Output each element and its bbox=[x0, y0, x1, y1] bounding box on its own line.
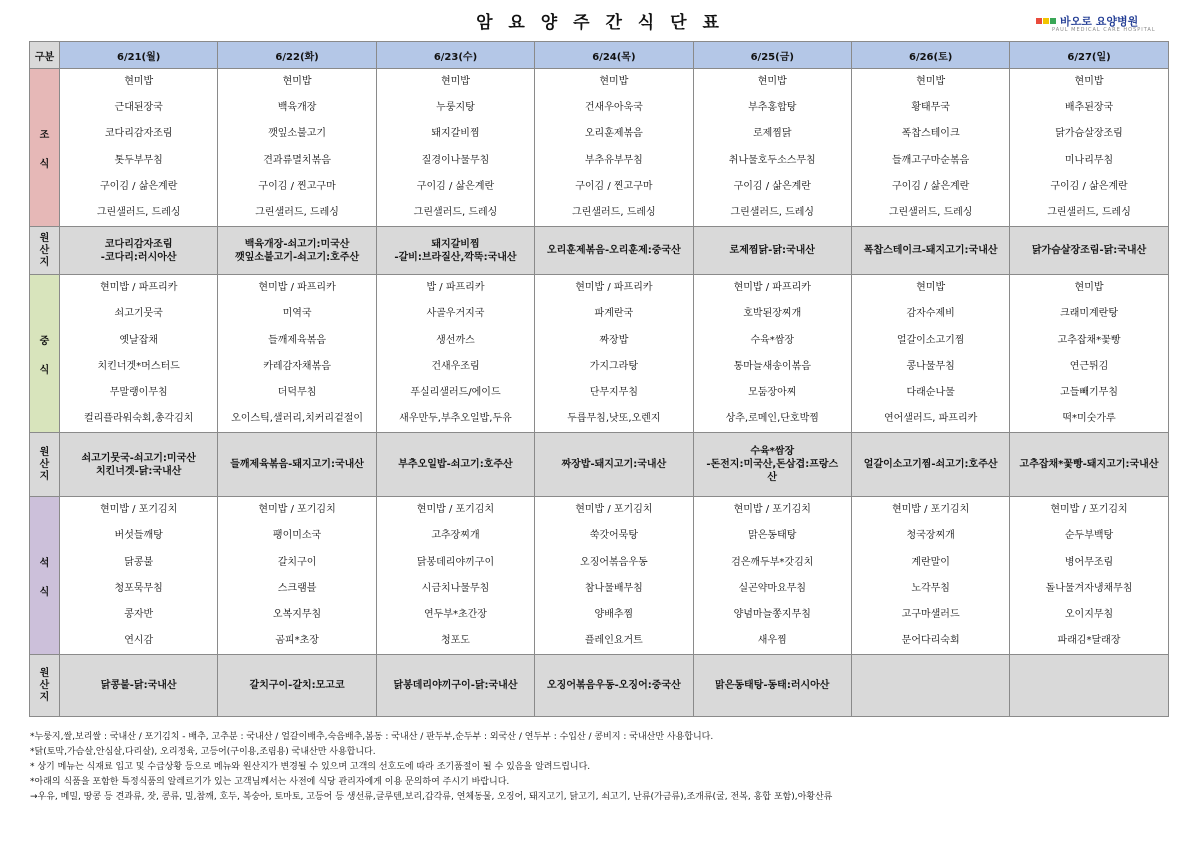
breakfast-day-cell bbox=[851, 69, 1009, 227]
origin-line: 백육개장-쇠고기:미국산 bbox=[244, 238, 350, 250]
dinner-day-cell bbox=[1010, 497, 1168, 655]
origin-cell bbox=[1010, 227, 1168, 275]
origin-cell bbox=[851, 227, 1009, 275]
origin-line: 닭가슴살장조림-닭:국내산 bbox=[1031, 245, 1147, 257]
menu-item: 무말랭이무침 bbox=[109, 386, 168, 398]
menu-item: 누룽지탕 bbox=[436, 102, 475, 114]
menu-item: 그린샐러드, 드레싱 bbox=[888, 206, 973, 218]
menu-item: 팽이미소국 bbox=[272, 530, 322, 542]
menu-item: 새우찜 bbox=[757, 635, 787, 647]
day-header: 6/24(목) bbox=[535, 42, 693, 69]
menu-item: 그린샐러드, 드레싱 bbox=[730, 206, 815, 218]
lunch-row bbox=[30, 275, 1169, 433]
logo-square-3 bbox=[1050, 18, 1056, 24]
origin-label: 원 산 지 bbox=[30, 655, 60, 717]
origin-line: 갈치구이-갈치:모고코 bbox=[249, 680, 345, 692]
menu-item: 치킨너겟*머스터드 bbox=[97, 360, 180, 372]
dinner-origin-row bbox=[30, 655, 1169, 717]
menu-item: 연근튀김 bbox=[1069, 360, 1109, 372]
menu-item: 현미밥 / 포기김치 bbox=[258, 504, 336, 516]
origin-cell bbox=[851, 655, 1009, 717]
menu-item: 문어다리숙회 bbox=[901, 635, 960, 647]
menu-item: 들깨고구마순볶음 bbox=[892, 154, 970, 166]
menu-item: 구이김 / 삶은계란 bbox=[1050, 180, 1128, 192]
breakfast-day-cell bbox=[218, 69, 376, 227]
origin-cell bbox=[60, 655, 218, 717]
breakfast-day-cell bbox=[60, 69, 218, 227]
origin-line: -돈전지:미국산,돈삼겹:프랑스 bbox=[706, 459, 839, 471]
menu-item: 현미밥 / 포기김치 bbox=[1050, 504, 1128, 516]
origin-line: 맑은동태탕-동태:러시아산 bbox=[715, 680, 830, 692]
menu-item: 노각무침 bbox=[911, 582, 950, 594]
header-row bbox=[30, 42, 1169, 69]
footnote-line: →우유, 메밀, 땅콩 등 견과류, 잣, 콩류, 밀,참깨, 호두, 복숭아, 토마토, 고등어 등 생선류,글루텐,보리,갑각류, 연체동물, 오징어, 돼지고기, 닭고기, 쇠고기, 난류(가금류),조개류(굴, 전복, 홍합 포함),아황산류 bbox=[30, 792, 833, 802]
menu-item: 콩나물무침 bbox=[906, 360, 955, 372]
origin-line: 짜장밥-돼지고기:국내산 bbox=[561, 459, 667, 471]
menu-item: 현미밥 / 포기김치 bbox=[416, 504, 495, 516]
origin-line: 닭봉데리야끼구이-닭:국내산 bbox=[393, 680, 518, 692]
menu-item: 오리훈제볶음 bbox=[584, 128, 643, 140]
lunch-day-cell bbox=[851, 275, 1009, 433]
menu-item: 크래미계란탕 bbox=[1060, 308, 1119, 320]
menu-item: 떡*미숫가루 bbox=[1062, 413, 1116, 425]
origin-line: 산 bbox=[767, 472, 778, 484]
dinner-day-cell bbox=[218, 497, 376, 655]
footnote-line: *닭(토막,가슴살,안심살,다리살), 오리정육, 고등어(구이용,조림용) 국내산만 사용합니다. bbox=[30, 747, 376, 757]
menu-item: 수육*쌈장 bbox=[750, 334, 795, 346]
origin-line: 돼지갈비찜 bbox=[431, 238, 480, 250]
menu-item: 짜장밥 bbox=[599, 334, 629, 346]
menu-item: 곰피*초장 bbox=[275, 635, 319, 647]
menu-item: 연어샐러드, 파프리카 bbox=[883, 413, 978, 425]
day-header: 6/26(토) bbox=[851, 42, 1009, 69]
menu-item: 현미밥 bbox=[124, 76, 154, 87]
menu-item: 그린샐러드, 드레싱 bbox=[255, 206, 339, 218]
origin-cell bbox=[60, 433, 218, 497]
menu-item: 코다리감자조림 bbox=[104, 128, 173, 140]
day-header: 6/27(일) bbox=[1010, 42, 1168, 69]
menu-item: 연두부*초간장 bbox=[423, 609, 487, 620]
menu-item: 고추장찌개 bbox=[431, 530, 480, 542]
menu-item: 현미밥 / 포기김치 bbox=[575, 504, 653, 516]
origin-line: 폭찹스테이크-돼지고기:국내산 bbox=[863, 245, 998, 257]
menu-item: 고구마샐러드 bbox=[901, 609, 960, 620]
menu-item: 통마늘새송이볶음 bbox=[733, 360, 811, 372]
menu-item: 그린샐러드, 드레싱 bbox=[572, 206, 656, 218]
menu-item: 실곤약마요무침 bbox=[738, 582, 807, 594]
menu-item: 상추,로메인,단호박찜 bbox=[725, 413, 819, 425]
lunch-day-cell bbox=[376, 275, 534, 433]
origin-cell bbox=[1010, 433, 1168, 497]
menu-item: 현미밥 bbox=[1074, 282, 1104, 294]
menu-item: 구이김 / 삶은계란 bbox=[100, 180, 178, 192]
origin-line: 오징어볶음우동-오징어:중국산 bbox=[547, 680, 681, 692]
origin-line: -코다리:러시아산 bbox=[100, 251, 177, 263]
menu-item: 돼지갈비찜 bbox=[431, 128, 480, 140]
menu-item: 구이김 / 삶은계란 bbox=[733, 180, 811, 192]
origin-line: 수육*쌈장 bbox=[750, 446, 795, 458]
origin-line: -갈비:브라질산,깍뚝:국내산 bbox=[394, 251, 517, 263]
origin-cell bbox=[693, 433, 851, 497]
menu-item: 더덕무침 bbox=[277, 386, 317, 398]
menu-item: 청포도 bbox=[440, 635, 470, 647]
menu-item: 감자수제비 bbox=[906, 308, 955, 320]
menu-item: 얼갈이소고기찜 bbox=[896, 334, 965, 346]
origin-cell bbox=[376, 433, 534, 497]
origin-line: 깻잎소불고기-쇠고기:호주산 bbox=[235, 251, 360, 263]
menu-item: 부추유부무침 bbox=[584, 154, 643, 166]
menu-item: 카레감자채볶음 bbox=[263, 360, 331, 372]
menu-item: 현미밥 bbox=[916, 282, 946, 294]
lunch-origin-row bbox=[30, 433, 1169, 497]
dinner-day-cell bbox=[851, 497, 1009, 655]
menu-item: 질경이나물무침 bbox=[421, 154, 490, 166]
menu-item: 파래김*달래장 bbox=[1057, 635, 1121, 647]
origin-cell bbox=[376, 655, 534, 717]
dinner-row bbox=[30, 497, 1169, 655]
origin-line: 치킨너겟-닭:국내산 bbox=[95, 465, 182, 477]
menu-item: 미역국 bbox=[282, 308, 312, 320]
menu-item: 병어무조림 bbox=[1064, 556, 1114, 568]
menu-item: 돌나물겨자냉채무침 bbox=[1045, 582, 1133, 594]
menu-item: 쇠고기뭇국 bbox=[114, 308, 163, 320]
menu-item: 근대된장국 bbox=[114, 102, 163, 114]
menu-item: 모둠장아찌 bbox=[748, 386, 797, 398]
menu-item: 두릅무침,낫또,오렌지 bbox=[567, 413, 661, 425]
origin-cell bbox=[60, 227, 218, 275]
menu-item: 오이스틱,샐러리,치커리겉절이 bbox=[231, 413, 364, 425]
menu-item: 현미밥 bbox=[916, 76, 946, 87]
menu-item: 고추잡채*꽃빵 bbox=[1057, 334, 1121, 346]
logo-square-2 bbox=[1043, 18, 1049, 24]
origin-line: 닭콩불-닭:국내산 bbox=[100, 680, 177, 692]
menu-item: 순두부백탕 bbox=[1064, 530, 1114, 542]
menu-item: 구이김 / 찐고구마 bbox=[258, 180, 336, 192]
menu-item: 부추홍합탕 bbox=[748, 102, 797, 114]
menu-item: 파계란국 bbox=[594, 308, 634, 320]
menu-item: 닭봉데리야끼구이 bbox=[416, 556, 495, 568]
menu-item: 갈치구이 bbox=[277, 556, 317, 568]
menu-item: 시금치나물무침 bbox=[421, 582, 490, 594]
dinner-day-cell bbox=[60, 497, 218, 655]
origin-line: 오리훈제볶음-오리훈제:중국산 bbox=[547, 245, 681, 257]
lunch-day-cell bbox=[1010, 275, 1168, 433]
menu-item: 양념마늘쫑지무침 bbox=[733, 609, 811, 620]
menu-item: 참나물배무침 bbox=[584, 582, 643, 594]
origin-cell bbox=[693, 227, 851, 275]
menu-item: 생선까스 bbox=[436, 334, 475, 346]
menu-item: 건새우조림 bbox=[431, 360, 480, 372]
menu-item: 배추된장국 bbox=[1064, 102, 1114, 114]
menu-item: 그린샐러드, 드레싱 bbox=[413, 206, 498, 218]
footnote-line: * 상기 메뉴는 식재료 입고 및 수급상황 등으로 메뉴와 원산지가 변경될 수 있으며 고객의 선호도에 따라 조기품절이 될 수 있음을 알려드립니다. bbox=[30, 762, 591, 772]
day-header: 6/25(금) bbox=[693, 42, 851, 69]
menu-item: 다래순나물 bbox=[906, 386, 955, 398]
menu-item: 사골우거지국 bbox=[426, 308, 485, 320]
menu-item: 고들빼기무침 bbox=[1060, 386, 1119, 398]
menu-item: 들깨제육볶음 bbox=[268, 334, 327, 346]
menu-item: 오징어볶음우동 bbox=[580, 556, 648, 568]
origin-line: 고추잡채*꽃빵-돼지고기:국내산 bbox=[1019, 459, 1159, 471]
menu-item: 밥 / 파프리카 bbox=[426, 282, 485, 294]
day-header: 6/23(수) bbox=[376, 42, 534, 69]
menu-item: 쑥갓어묵탕 bbox=[589, 530, 639, 542]
menu-item: 현미밥 bbox=[599, 76, 629, 87]
menu-item: 황태무국 bbox=[911, 102, 950, 114]
origin-cell bbox=[535, 655, 693, 717]
logo-square-1 bbox=[1036, 18, 1042, 24]
menu-item: 스크램블 bbox=[277, 582, 317, 594]
menu-item: 구이김 / 찐고구마 bbox=[575, 180, 653, 192]
menu-item: 구이김 / 삶은계란 bbox=[891, 180, 970, 192]
footnote-line: *아래의 식품을 포함한 특정식품의 알레르기가 있는 고객님께서는 사전에 식당 관리자에게 이용 문의하여 주시기 바랍니다. bbox=[30, 777, 510, 787]
lunch-day-cell bbox=[535, 275, 693, 433]
origin-line: 로제찜닭-닭:국내산 bbox=[729, 245, 815, 257]
footnotes bbox=[30, 730, 1180, 805]
logo-text: 바오로 요양병원 bbox=[1060, 15, 1139, 28]
lunch-day-cell bbox=[218, 275, 376, 433]
origin-cell bbox=[851, 433, 1009, 497]
day-header: 6/22(화) bbox=[218, 42, 376, 69]
logo-subtitle: PAUL MEDICAL CARE HOSPITAL bbox=[1052, 27, 1156, 33]
menu-item: 닭콩불 bbox=[124, 556, 154, 568]
page-title: 암 요 양 주 간 식 단 표 bbox=[476, 13, 724, 33]
menu-item: 건새우아욱국 bbox=[584, 102, 643, 114]
menu-item: 백육개장 bbox=[277, 102, 317, 114]
menu-item: 깻잎소불고기 bbox=[268, 128, 327, 140]
menu-item: 현미밥 bbox=[282, 76, 312, 87]
menu-item: 새우만두,부추오일밥,두유 bbox=[399, 413, 512, 425]
origin-cell bbox=[535, 433, 693, 497]
logo-mark-icon bbox=[1036, 18, 1056, 24]
menu-item: 검은깨두부*갓김치 bbox=[731, 556, 814, 568]
origin-line: 부추오일밥-쇠고기:호주산 bbox=[398, 459, 513, 471]
menu-item: 로제찜닭 bbox=[752, 128, 792, 140]
breakfast-day-cell bbox=[535, 69, 693, 227]
dinner-day-cell bbox=[693, 497, 851, 655]
origin-cell bbox=[218, 227, 376, 275]
breakfast-day-cell bbox=[1010, 69, 1168, 227]
origin-cell bbox=[1010, 655, 1168, 717]
menu-item: 콩자반 bbox=[124, 609, 154, 620]
menu-item: 플레인요거트 bbox=[584, 635, 643, 647]
menu-item: 닭가슴살장조림 bbox=[1055, 128, 1123, 140]
menu-item: 현미밥 / 포기김치 bbox=[733, 504, 811, 516]
lunch-label: 중 식 bbox=[30, 275, 60, 433]
origin-cell bbox=[376, 227, 534, 275]
menu-item: 구이김 / 삶은계란 bbox=[416, 180, 495, 192]
menu-item: 그린샐러드, 드레싱 bbox=[96, 206, 181, 218]
menu-item: 그린샐러드, 드레싱 bbox=[1047, 206, 1131, 218]
origin-line: 얼갈이소고기찜-쇠고기:호주산 bbox=[863, 459, 998, 471]
menu-item: 단무지무침 bbox=[589, 386, 639, 398]
menu-item: 푸실리샐러드/에이드 bbox=[410, 386, 501, 398]
origin-cell bbox=[218, 433, 376, 497]
breakfast-day-cell bbox=[693, 69, 851, 227]
menu-item: 연시감 bbox=[124, 635, 154, 647]
weekly-menu-table bbox=[29, 41, 1169, 717]
menu-item: 미나리무침 bbox=[1064, 154, 1114, 166]
lunch-day-cell bbox=[60, 275, 218, 433]
day-header: 6/21(월) bbox=[60, 42, 218, 69]
breakfast-label: 조 식 bbox=[30, 69, 60, 227]
menu-item: 청국장찌개 bbox=[906, 530, 955, 542]
menu-item: 계란말이 bbox=[911, 556, 950, 568]
dinner-day-cell bbox=[376, 497, 534, 655]
origin-label: 원 산 지 bbox=[30, 433, 60, 497]
menu-item: 취나물호두소스무침 bbox=[728, 154, 816, 166]
origin-line: 쇠고기뭇국-쇠고기:미국산 bbox=[81, 452, 196, 464]
footnote-line: *누룽지,쌀,보리쌀 : 국내산 / 포기김치 - 배추, 고추분 : 국내산 / 얼갈이배추,숙음배추,봄동 : 국내산 / 판두부,순두부 : 외국산 / 연두부 : 수입산 / 콩비지 : 국내산만 사용합니다. bbox=[30, 732, 714, 742]
origin-cell bbox=[218, 655, 376, 717]
breakfast-origin-row bbox=[30, 227, 1169, 275]
menu-item: 현미밥 / 파프리카 bbox=[258, 282, 336, 294]
dinner-label: 석 식 bbox=[30, 497, 60, 655]
origin-line: 들깨제육볶음-돼지고기:국내산 bbox=[230, 459, 364, 471]
menu-item: 톳두부무침 bbox=[114, 154, 163, 166]
menu-item: 청포묵무침 bbox=[114, 582, 163, 594]
menu-item: 오이지무침 bbox=[1064, 609, 1114, 620]
menu-item: 옛날잡채 bbox=[119, 334, 159, 346]
origin-label: 원 산 지 bbox=[30, 227, 60, 275]
menu-item: 견과류멸치볶음 bbox=[263, 154, 331, 166]
lunch-day-cell bbox=[693, 275, 851, 433]
origin-line: 코다리감자조림 bbox=[104, 238, 173, 250]
origin-cell bbox=[535, 227, 693, 275]
menu-item: 맑은동태탕 bbox=[748, 530, 797, 542]
breakfast-row bbox=[30, 69, 1169, 227]
breakfast-day-cell bbox=[376, 69, 534, 227]
menu-item: 현미밥 / 파프리카 bbox=[733, 282, 811, 294]
menu-item: 양배추찜 bbox=[594, 609, 634, 620]
menu-item: 현미밥 / 파프리카 bbox=[575, 282, 653, 294]
menu-item: 호박된장찌개 bbox=[743, 308, 802, 320]
menu-item: 현미밥 bbox=[1074, 76, 1104, 87]
category-header: 구분 bbox=[30, 42, 60, 69]
menu-item: 현미밥 / 파프리카 bbox=[100, 282, 178, 294]
menu-item: 현미밥 bbox=[440, 76, 470, 87]
menu-item: 오복지무침 bbox=[272, 609, 322, 620]
menu-item: 폭찹스테이크 bbox=[901, 128, 960, 140]
menu-item: 현미밥 / 포기김치 bbox=[100, 504, 178, 516]
menu-item: 현미밥 / 포기김치 bbox=[891, 504, 970, 516]
dinner-day-cell bbox=[535, 497, 693, 655]
menu-item: 컬리플라워숙회,총각김치 bbox=[83, 413, 194, 425]
menu-item: 버섯들깨탕 bbox=[114, 530, 163, 542]
menu-item: 현미밥 bbox=[757, 76, 787, 87]
menu-item: 가지그라탕 bbox=[589, 360, 639, 372]
origin-cell bbox=[693, 655, 851, 717]
